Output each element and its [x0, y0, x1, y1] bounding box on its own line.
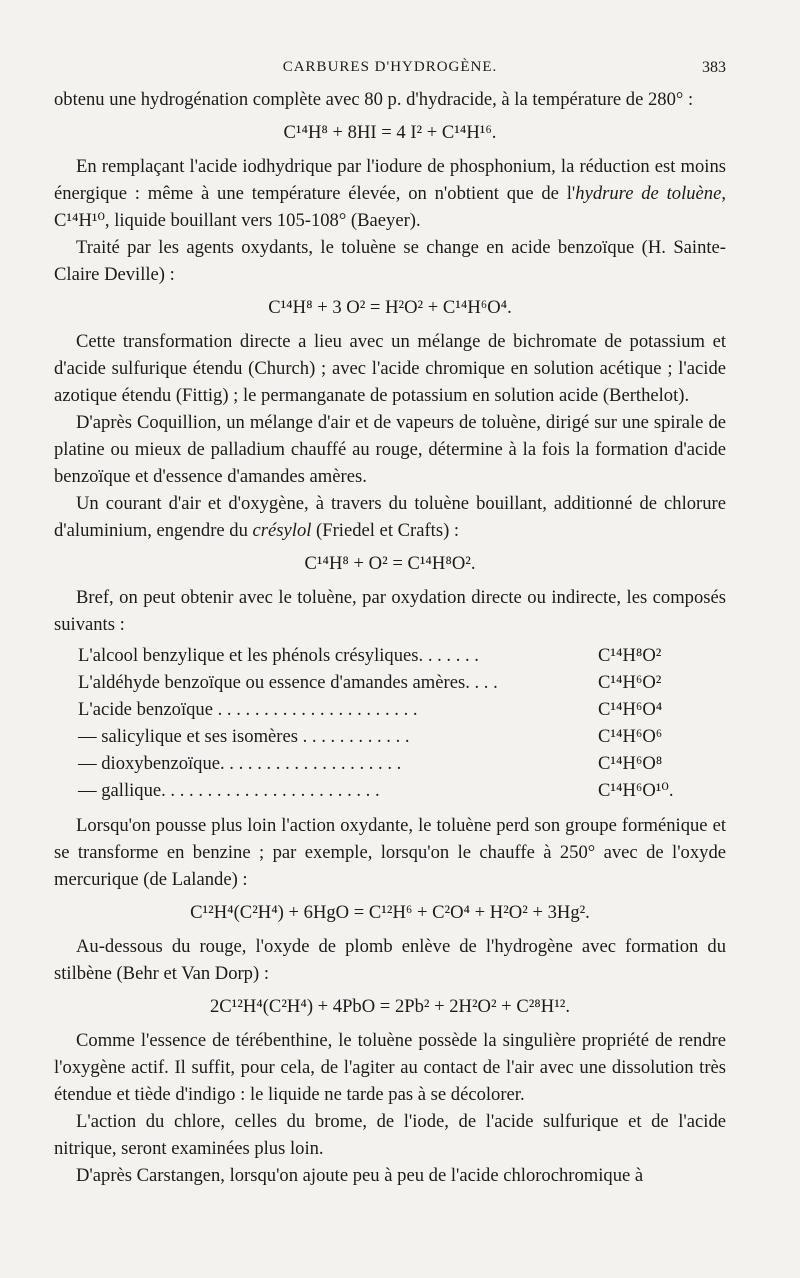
paragraph: Bref, on peut obtenir avec le toluène, par oxydation directe ou indirecte, les composés suivants :: [54, 587, 726, 635]
list-item: L'alcool benzylique et les phénols crésyliques. . . . . . . C¹⁴H⁸O²: [78, 645, 662, 666]
paragraph: L'action du chlore, celles du brome, de l'iode, de l'acide sulfurique et de l'acide nitrique, seront examinées plus loin.: [54, 1111, 726, 1159]
emphasis: crésylol: [252, 520, 312, 541]
list-item: — salicylique et ses isomères . . . . . . . . . . . . C¹⁴H⁶O⁶: [78, 726, 663, 747]
equation: C¹⁴H⁸ + 8HI = 4 I² + C¹⁴H¹⁶.: [283, 122, 497, 143]
compound-list: [78, 642, 726, 804]
list-item: L'aldéhyde benzoïque ou essence d'amandes amères. . . . C¹⁴H⁶O²: [78, 672, 662, 693]
equation: C¹⁴H⁸ + 3 O² = H²O² + C¹⁴H⁶O⁴.: [268, 297, 512, 318]
paragraph: D'après Coquillion, un mélange d'air et de vapeurs de toluène, dirigé sur une spirale de platine ou mieux de palladium chauffé au rouge, détermine à la fois la formation d'acide benzoïque et d'essence d'amandes amères.: [54, 412, 726, 487]
paragraph: Un courant d'air et d'oxygène, à travers du toluène bouillant, additionné de chlorure d'aluminium, engendre du crésylol (Friedel et Crafts) :: [54, 493, 726, 541]
equation: C¹²H⁴(C²H⁴) + 6HgO = C¹²H⁶ + C²O⁴ + H²O² + 3Hg².: [190, 902, 590, 923]
list-item: — gallique. . . . . . . . . . . . . . . . . . . . . . . . C¹⁴H⁶O¹⁰.: [78, 780, 674, 801]
emphasis: hydrure de toluène: [575, 183, 722, 204]
paragraph: obtenu une hydrogénation complète avec 80 p. d'hydracide, à la température de 280° :: [54, 89, 694, 110]
running-title: CARBURES D'HYDROGÈNE.: [282, 59, 498, 75]
paragraph: Au-dessous du rouge, l'oxyde de plomb enlève de l'hydrogène avec formation du stilbène (Behr et Van Dorp) :: [54, 936, 726, 984]
paragraph: Traité par les agents oxydants, le toluène se change en acide benzoïque (H. Sainte-Claire Deville) :: [54, 237, 726, 285]
equation: C¹⁴H⁸ + O² = C¹⁴H⁸O².: [304, 553, 476, 574]
paragraph: Lorsqu'on pousse plus loin l'action oxydante, le toluène perd son groupe forménique et se transforme en benzine ; par exemple, lorsqu'on le chauffe à 250° avec de l'oxyde mercurique (de Lalande) :: [54, 815, 726, 890]
list-item: — dioxybenzoïque. . . . . . . . . . . . . . . . . . . . C¹⁴H⁶O⁸: [78, 753, 663, 774]
running-header: [54, 56, 726, 80]
equation: 2C¹²H⁴(C²H⁴) + 4PbO = 2Pb² + 2H²O² + C²⁸H¹².: [209, 996, 571, 1017]
paragraph: Cette transformation directe a lieu avec un mélange de bichromate de potassium et d'acide sulfurique étendu (Church) ; avec l'acide chromique en solution acétique ; l'acide azotique étendu (Fittig) ; le permanganate de potassium en solution acide (Berthelot).: [54, 331, 726, 406]
page-number: 383: [702, 59, 726, 76]
paragraph: En remplaçant l'acide iodhydrique par l'iodure de phosphonium, la réduction est moins énergique : même à une température élevée, on n'obtient que de l'hydrure de toluène, C¹⁴H¹⁰, liquide bouillant vers 105-108° (Baeyer).: [54, 156, 726, 231]
paragraph: D'après Carstangen, lorsqu'on ajoute peu à peu de l'acide chlorochromique à: [76, 1165, 644, 1186]
paragraph: Comme l'essence de térébenthine, le toluène possède la singulière propriété de rendre l'oxygène actif. Il suffit, pour cela, de l'agiter au contact de l'air avec une dissolution très étendue et tiède d'indigo : le liquide ne tarde pas à se décolorer.: [54, 1030, 726, 1105]
body-text: [54, 86, 726, 1189]
list-item: L'acide benzoïque . . . . . . . . . . . . . . . . . . . . . . C¹⁴H⁶O⁴: [78, 699, 663, 720]
